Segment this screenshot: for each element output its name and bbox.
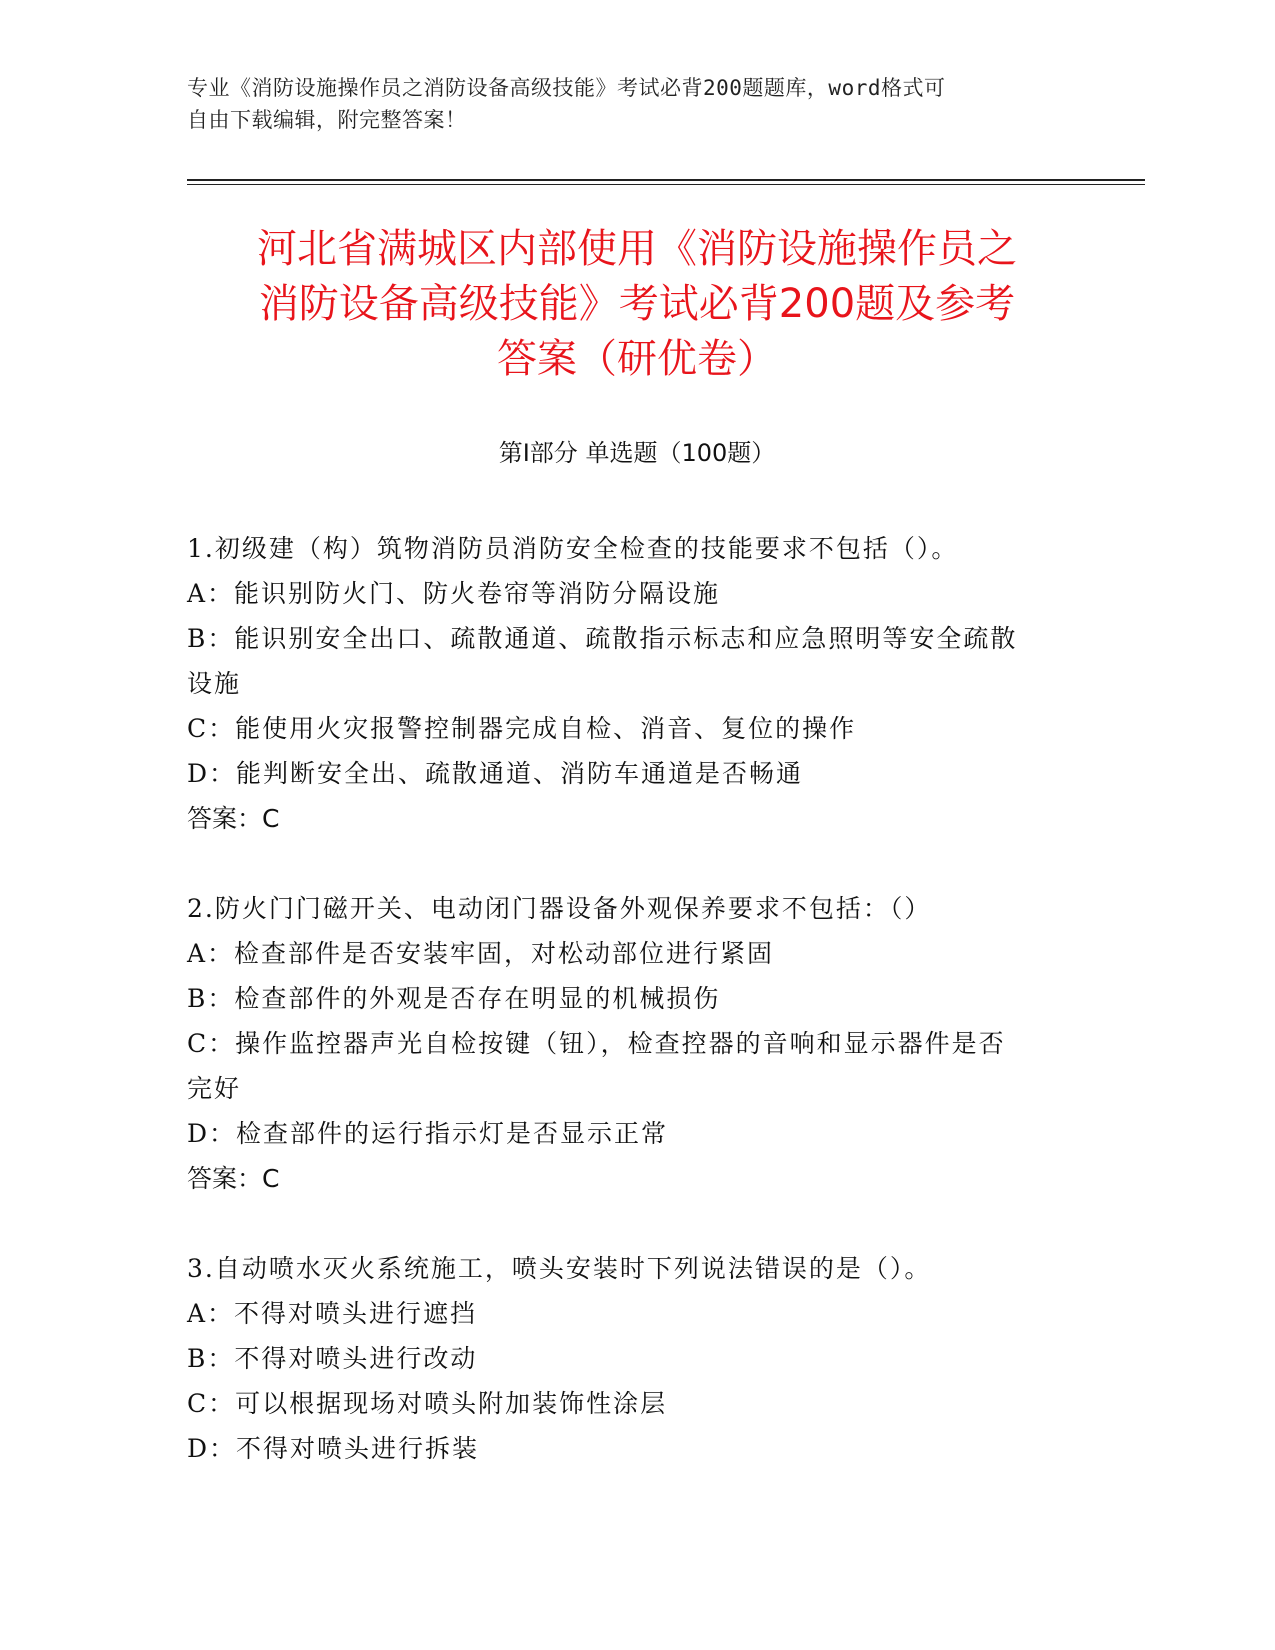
option-d: D：不得对喷头进行拆装 (187, 1434, 480, 1463)
document-title (187, 222, 1087, 387)
option-b-continued: 设施 (187, 669, 242, 698)
question-stem: 3.自动喷水灭火系统施工，喷头安装时下列说法错误的是（）。 (187, 1254, 932, 1283)
header-note (187, 72, 1067, 136)
document-title-line-2: 消防设备高级技能》考试必背200题及参考 (258, 281, 1016, 327)
option-a: A：检查部件是否安装牢固，对松动部位进行紧固 (187, 939, 775, 968)
option-d: D：能判断安全出、疏散通道、消防车通道是否畅通 (187, 759, 804, 788)
option-d: D：检查部件的运行指示灯是否显示正常 (187, 1119, 669, 1148)
option-c-continued: 完好 (187, 1074, 242, 1103)
document-title-line-1: 河北省满城区内部使用《消防设施操作员之 (257, 226, 1017, 272)
option-c: C：可以根据现场对喷头附加装饰性涂层 (187, 1389, 668, 1418)
header-note-line-2: 自由下载编辑，附完整答案！ (187, 108, 467, 132)
option-b: B：不得对喷头进行改动 (187, 1344, 478, 1373)
answer: 答案：C (187, 1164, 280, 1193)
header-divider-thick (187, 179, 1145, 181)
section-title: 第Ⅰ部分 单选题（100题） (498, 439, 776, 467)
question-2 (187, 886, 1077, 1201)
header-divider-thin (187, 184, 1145, 185)
question-stem: 1.初级建（构）筑物消防员消防安全检查的技能要求不包括（）。 (187, 534, 959, 563)
option-c: C：操作监控器声光自检按键（钮），检查控器的音响和显示器件是否 (187, 1029, 1006, 1058)
question-1 (187, 526, 1077, 841)
header-note-line-1: 专业《消防设施操作员之消防设备高级技能》考试必背200题题库，word格式可 (187, 76, 946, 100)
option-a: A：能识别防火门、防火卷帘等消防分隔设施 (187, 579, 721, 608)
answer: 答案：C (187, 804, 280, 833)
option-a: A：不得对喷头进行遮挡 (187, 1299, 478, 1328)
question-3 (187, 1246, 1077, 1471)
option-b: B：能识别安全出口、疏散通道、疏散指示标志和应急照明等安全疏散 (187, 624, 1018, 653)
question-stem: 2.防火门门磁开关、电动闭门器设备外观保养要求不包括：（） (187, 894, 932, 923)
option-b: B：检查部件的外观是否存在明显的机械损伤 (187, 984, 721, 1013)
question-list (187, 526, 1077, 1516)
document-title-line-3: 答案（研优卷） (497, 336, 777, 382)
option-c: C：能使用火灾报警控制器完成自检、消音、复位的操作 (187, 714, 857, 743)
